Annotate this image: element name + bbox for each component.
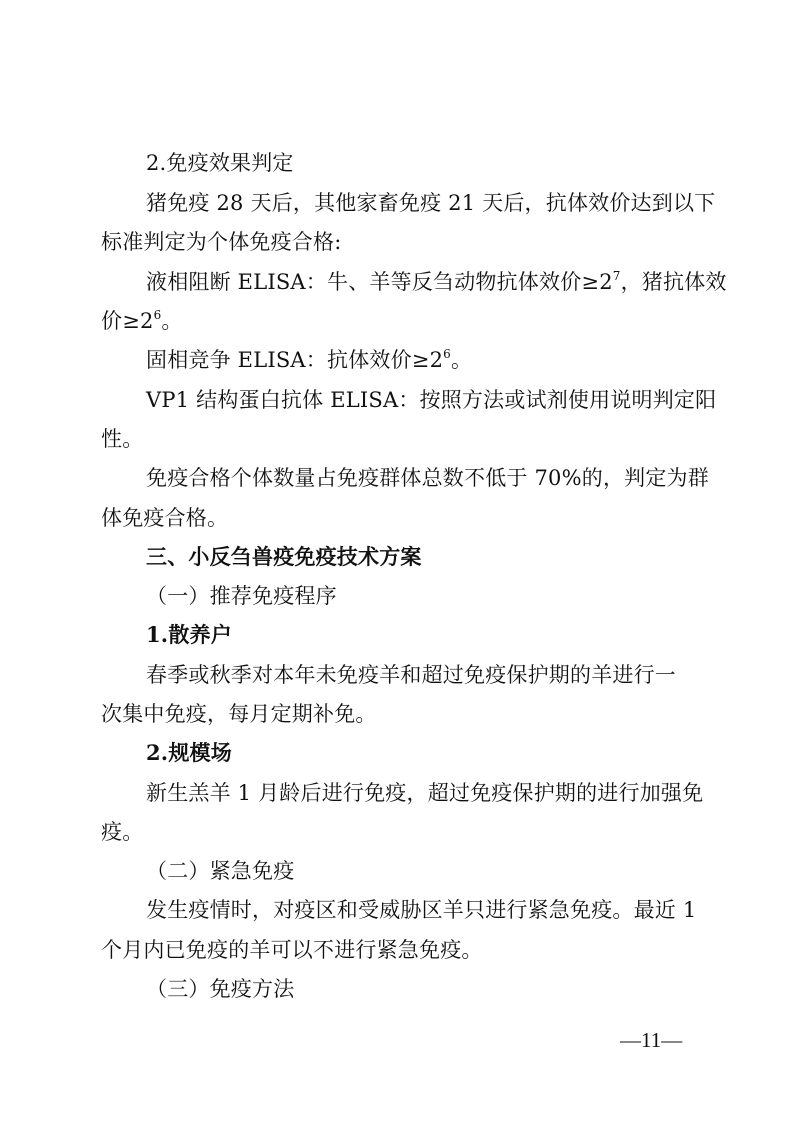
page-number: —11— [620, 1028, 683, 1052]
item-heading-scattered: 1.散养户 [146, 622, 232, 647]
paragraph-line: 个月内已免疫的羊可以不进行紧急免疫。 [101, 938, 483, 962]
superscript: 6 [443, 347, 451, 361]
text-segment: 固相竞争 ELISA：抗体效价≥2 [146, 348, 444, 372]
paragraph-line [101, 306, 701, 336]
paragraph-line: 次集中免疫，每月定期补免。 [101, 702, 377, 726]
paragraph-line: 猪免疫 28 天后，其他家畜免疫 21 天后，抗体效价达到以下 [146, 191, 716, 215]
text-segment: 价≥2 [101, 309, 154, 333]
item-heading-scale-farm: 2.规模场 [146, 740, 232, 765]
text-segment: 。 [161, 309, 183, 333]
paragraph-solid-elisa [146, 345, 746, 375]
superscript: 7 [612, 269, 621, 283]
superscript: 6 [153, 308, 162, 322]
paragraph-line: VP1 结构蛋白抗体 ELISA：按照方法或试剂使用说明判定阳 [146, 388, 717, 412]
paragraph-line: 性。 [101, 427, 144, 451]
section-heading-ppr: 三、小反刍兽疫免疫技术方案 [146, 545, 422, 569]
text-segment: 。 [451, 348, 473, 372]
section-heading-immune-judgment: 2.免疫效果判定 [146, 151, 294, 175]
paragraph-line: 体免疫合格。 [101, 506, 229, 530]
subsection-heading-emergency: （二）紧急免疫 [146, 859, 295, 883]
subsection-heading-method: （三）免疫方法 [146, 977, 295, 1001]
paragraph-line: 新生羔羊 1 月龄后进行免疫，超过免疫保护期的进行加强免 [146, 781, 704, 805]
paragraph-line: 疫。 [101, 820, 144, 844]
subsection-heading-program: （一）推荐免疫程序 [146, 584, 337, 608]
text-segment: 液相阻断 ELISA：牛、羊等反刍动物抗体效价≥2 [146, 270, 613, 294]
paragraph-line: 免疫合格个体数量占免疫群体总数不低于 70%的，判定为群 [146, 466, 709, 490]
paragraph-line: 标准判定为个体免疫合格: [101, 230, 342, 254]
text-segment: ，猪抗体效 [620, 270, 727, 294]
paragraph-line: 春季或秋季对本年未免疫羊和超过免疫保护期的羊进行一 [146, 663, 676, 687]
paragraph-line: 发生疫情时，对疫区和受威胁区羊只进行紧急免疫。最近 1 [146, 898, 697, 922]
paragraph-liquid-elisa [146, 267, 746, 297]
